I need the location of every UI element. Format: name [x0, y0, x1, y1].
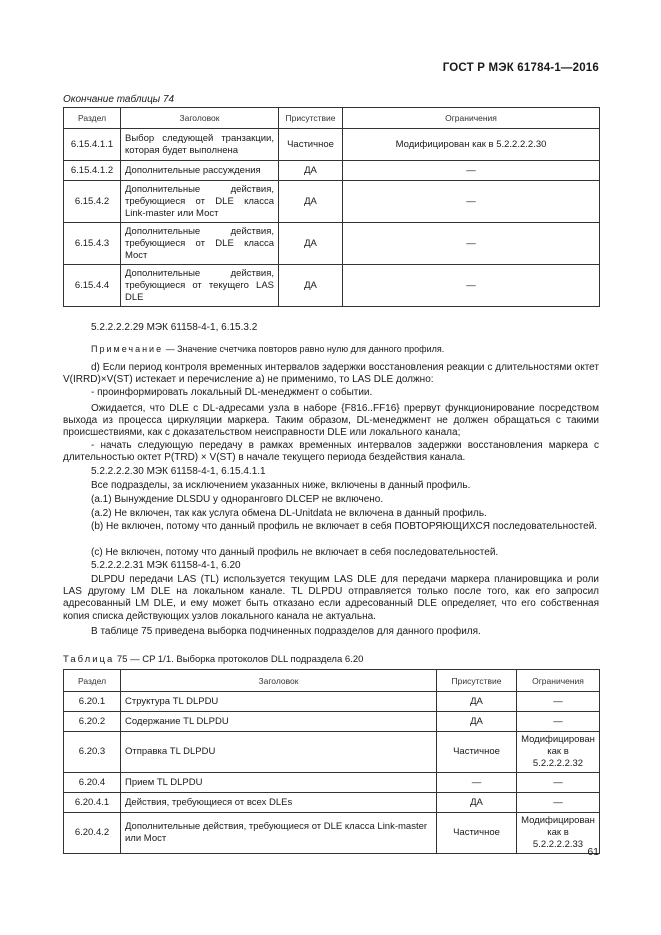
cell-section: 6.20.2 — [64, 712, 121, 732]
cell-constraints: — — [517, 793, 600, 813]
cell-presence: Частичное — [437, 732, 517, 773]
header-title: Заголовок — [121, 108, 279, 129]
item-a2: (a.2) Не включен, так как услуга обмена DL-Unitdata не включена в данный профиль. — [91, 508, 487, 519]
table75-caption-text: 75 — CP 1/1. Выборка протоколов DLL подраздела 6.20 — [114, 654, 364, 665]
cell-section: 6.15.4.2 — [64, 181, 121, 223]
cell-constraints: — — [343, 265, 600, 307]
table-row — [64, 732, 600, 773]
cell-constraints: — — [343, 181, 600, 223]
page-number: 61 — [587, 846, 599, 858]
table-row — [64, 129, 600, 161]
cell-title: Действия, требующиеся от всех DLEs — [121, 793, 437, 813]
cell-presence: ДА — [437, 712, 517, 732]
header-title: Заголовок — [121, 670, 437, 692]
cell-presence: Частичное — [437, 813, 517, 854]
paragraph-all-included: Все подразделы, за исключением указанных ниже, включены в данный профиль. — [91, 480, 471, 491]
clause-30: 5.2.2.2.2.30 МЭК 61158-4-1, 6.15.4.1.1 — [91, 466, 266, 477]
cell-constraints: — — [517, 712, 600, 732]
cell-constraints: Модифицирован как в 5.2.2.2.2.32 — [517, 732, 600, 773]
cell-title: Дополнительные действия, требующиеся от текущего LAS DLE — [121, 265, 279, 307]
cell-section: 6.20.1 — [64, 692, 121, 712]
cell-constraints: — — [517, 692, 600, 712]
bullet-inform: - проинформировать локальный DL-менеджмент о событии. — [91, 387, 373, 398]
table-row — [64, 223, 600, 265]
cell-section: 6.20.4.2 — [64, 813, 121, 854]
cell-title: Прием TL DLPDU — [121, 773, 437, 793]
table74-caption: Окончание таблицы 74 — [63, 94, 175, 105]
cell-constraints: Модифицирован как в 5.2.2.2.2.33 — [517, 813, 600, 854]
table-row — [64, 181, 600, 223]
table-row — [64, 161, 600, 181]
clause-31: 5.2.2.2.2.31 МЭК 61158-4-1, 6.20 — [91, 560, 241, 571]
cell-title: Выбор следующей транзакции, которая будет выполнена — [121, 129, 279, 161]
cell-presence: ДА — [279, 161, 343, 181]
cell-presence: ДА — [437, 692, 517, 712]
clause-29: 5.2.2.2.2.29 МЭК 61158-4-1, 6.15.3.2 — [91, 322, 258, 333]
paragraph-table75-intro: В таблице 75 приведена выборка подчиненных подразделов для данного профиля. — [91, 626, 481, 637]
table-header-row — [64, 108, 600, 129]
paragraph-tl-dlpdu: DLPDU передачи LAS (TL) используется текущим LAS DLE для передачи маркера планировщика и роли LAS другому LM DLE на локальном канале. TL DLPDU отправляется только после того, как его запросил адресованный LM DLE, и ему может быть отказано если адресованный DLE определяет, что его собственная копия списка действующих узлов локального канала не актуальна. — [63, 574, 599, 622]
cell-presence: Частичное — [279, 129, 343, 161]
cell-title: Содержание TL DLPDU — [121, 712, 437, 732]
cell-title: Дополнительные рассуждения — [121, 161, 279, 181]
cell-title: Структура TL DLPDU — [121, 692, 437, 712]
bullet-start-transfer: - начать следующую передачу в рамках временных интервалов задержки восстановления маркера с длительностью октет P(TRD) × V(ST) в начале текущего периода бездействия канала. — [63, 440, 599, 464]
item-a1: (a.1) Вынуждение DLSDU у одноранговго DLCEP не включено. — [91, 494, 384, 505]
table-row — [64, 813, 600, 854]
item-c: (c) Не включен, потому что данный профиль не включает в себя последовательностей. — [91, 547, 499, 558]
header-constraints: Ограничения — [517, 670, 600, 692]
cell-title: Отправка TL DLPDU — [121, 732, 437, 773]
note — [91, 343, 599, 355]
cell-title: Дополнительные действия, требующиеся от DLE класса Мост — [121, 223, 279, 265]
cell-section: 6.15.4.1.2 — [64, 161, 121, 181]
cell-constraints: — — [517, 773, 600, 793]
cell-constraints: — — [343, 161, 600, 181]
table-row — [64, 712, 600, 732]
cell-presence: ДА — [437, 793, 517, 813]
cell-section: 6.15.4.1.1 — [64, 129, 121, 161]
table75-caption-label: Таблица — [63, 654, 115, 665]
cell-presence: ДА — [279, 223, 343, 265]
cell-constraints: Модифицирован как в 5.2.2.2.2.30 — [343, 129, 600, 161]
item-b: (b) Не включен, потому что данный профиль не включает в себя ПОВТОРЯЮЩИХСЯ последовательностей. — [91, 521, 598, 532]
cell-title: Дополнительные действия, требующиеся от DLE класса Link-master или Мост — [121, 813, 437, 854]
cell-section: 6.15.4.4 — [64, 265, 121, 307]
table75-caption — [63, 654, 363, 665]
cell-section: 6.15.4.3 — [64, 223, 121, 265]
cell-section: 6.20.3 — [64, 732, 121, 773]
cell-title: Дополнительные действия, требующиеся от DLE класса Link-master или Мост — [121, 181, 279, 223]
cell-section: 6.20.4 — [64, 773, 121, 793]
note-text: — Значение счетчика повторов равно нулю для данного профиля. — [163, 344, 445, 354]
table-row — [64, 692, 600, 712]
cell-section: 6.20.4.1 — [64, 793, 121, 813]
paragraph-d: d) Если период контроля временных интервалов задержки восстановления реакции с длительностями октет V(IRRD)×V(ST) истекает и перечисление a) не применимо, то LAS DLE должно: — [63, 362, 599, 386]
header-constraints: Ограничения — [343, 108, 600, 129]
table-row — [64, 265, 600, 307]
table-row — [64, 793, 600, 813]
cell-presence: ДА — [279, 265, 343, 307]
cell-presence: ДА — [279, 181, 343, 223]
table-75 — [63, 669, 600, 854]
table-row — [64, 773, 600, 793]
note-label: Примечание — [91, 344, 164, 354]
header-presence: Присутствие — [437, 670, 517, 692]
header-section: Раздел — [64, 108, 121, 129]
header-presence: Присутствие — [279, 108, 343, 129]
cell-constraints: — — [343, 223, 600, 265]
table-header-row — [64, 670, 600, 692]
paragraph-expected: Ожидается, что DLE с DL-адресами узла в наборе {F816..FF16} прервут функционирование посредством выхода из процесса циркуляции маркера. Таким образом, DL-менеджмент не должен обращаться с такими происшествиями, как с доказательством неисправности DLE или локального канала; — [63, 403, 599, 439]
standard-header: ГОСТ Р МЭК 61784-1—2016 — [442, 62, 599, 74]
cell-presence: — — [437, 773, 517, 793]
header-section: Раздел — [64, 670, 121, 692]
table-74 — [63, 107, 600, 307]
